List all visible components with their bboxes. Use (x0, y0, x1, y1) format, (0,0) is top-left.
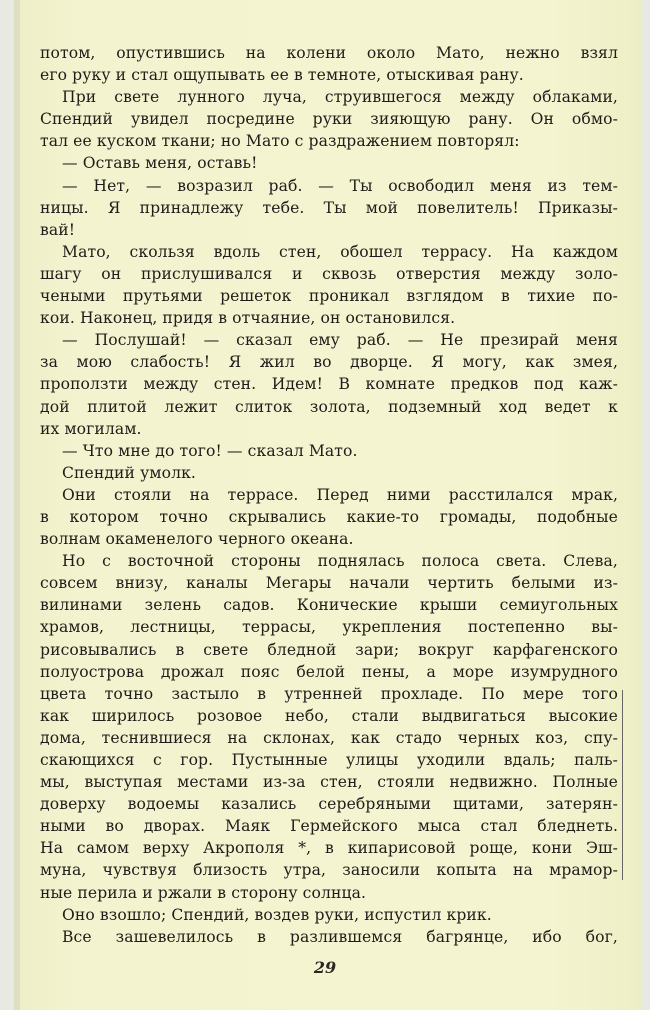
text-line: Оно взошло; Спендий, воздев руки, испустил крик. (62, 905, 492, 924)
text-line: чеными прутьями решеток проникал взглядом в тихие по- (40, 287, 618, 306)
text-line: рисовывались в свете бледной зари; вокруг карфагенского (40, 640, 618, 659)
text-line: доверху водоемы казались серебряными щитами, затерян- (40, 795, 618, 814)
text-line: потом, опустившись на колени около Мато, нежно взял (40, 44, 618, 62)
text-line: ные перила и ржали в сторону солнца. (40, 883, 367, 902)
text-line: муна, чувствуя близость утра, заносили копыта на мрамор- (40, 861, 618, 880)
text-line: — Нет, — возразил раб. — Ты освободил меня из тем- (62, 176, 618, 195)
text-line: храмов, лестницы, террасы, укрепления постепенно вы- (40, 618, 618, 637)
text-line: вилинами зелень садов. Конические крыши семиугольных (40, 596, 618, 615)
text-line: как ширилось розовое небо, стали выдвигаться высокие (40, 706, 618, 725)
text-line: На самом верху Акрополя *, в кипарисовой роще, кони Эш- (40, 839, 618, 858)
text-line: в котором точно скрывались какие-то громады, подобные (40, 507, 618, 526)
text-line: вай! (40, 220, 76, 239)
text-line: ницы. Я принадлежу тебе. Ты мой повелитель! Приказы- (40, 198, 618, 217)
text-line: его руку и стал ощупывать ее в темноте, отыскивая рану. (40, 66, 524, 85)
text-line: волнам окаменелого черного океана. (40, 530, 354, 549)
page-edge-shadow (14, 0, 20, 1010)
text-line: Все зашевелилось в разлившемся багрянце, ибо бог, (62, 927, 618, 946)
text-line: за мою слабость! Я жил во дворце. Я могу, как змея, (40, 353, 618, 372)
text-line: скающихся с гор. Пустынные улицы уходили вдаль; паль- (40, 751, 618, 769)
text-line: Но с восточной стороны поднялась полоса света. Слева, (62, 552, 618, 571)
text-line: Мато, скользя вдоль стен, обошел террасу. На каждом (62, 242, 618, 261)
text-line: тал ее куском ткани; но Мато с раздражением повторял: (40, 132, 520, 151)
text-line: шагу он прислушивался и сквозь отверстия между золо- (40, 264, 618, 283)
text-line: цвета точно застыло в утренней прохладе. По мере того (40, 684, 618, 703)
text-line: кои. Наконец, придя в отчаяние, он остановился. (40, 309, 456, 328)
text-line: совсем внизу, каналы Мегары начали чертить белыми из- (40, 574, 618, 593)
text-line: — Что мне до того! — сказал Мато. (62, 441, 358, 460)
text-line: Спендий умолк. (62, 463, 196, 482)
text-line: Спендий увидел посредине руки зияющую рану. Он обмо- (40, 110, 618, 129)
body-text (40, 42, 618, 948)
text-line: — Оставь меня, оставь! (62, 154, 258, 173)
margin-pencil-mark (622, 690, 623, 880)
text-line: При свете лунного луча, струившегося между облаками, (62, 88, 618, 107)
text-line: — Послушай! — сказал ему раб. — Не презирай меня (62, 331, 618, 350)
book-page (14, 0, 641, 1010)
page-number: 29 (313, 958, 337, 977)
text-line: их могилам. (40, 419, 142, 438)
text-line: проползти между стен. Идем! В комнате предков под каж- (40, 375, 618, 394)
text-line: полуострова дрожал пояс белой пены, а море изумрудного (40, 662, 618, 681)
text-line: ными во дворах. Маяк Гермейского мыса стал бледнеть. (40, 817, 618, 836)
text-line: мы, выступая местами из-за стен, стояли недвижно. Полные (40, 773, 618, 792)
text-line: дома, теснившиеся на склонах, как стадо черных коз, спу- (40, 728, 618, 747)
text-line: дой плитой лежит слиток золота, подземный ход ведет к (40, 397, 618, 416)
text-line: Они стояли на террасе. Перед ними расстилался мрак, (62, 485, 618, 504)
